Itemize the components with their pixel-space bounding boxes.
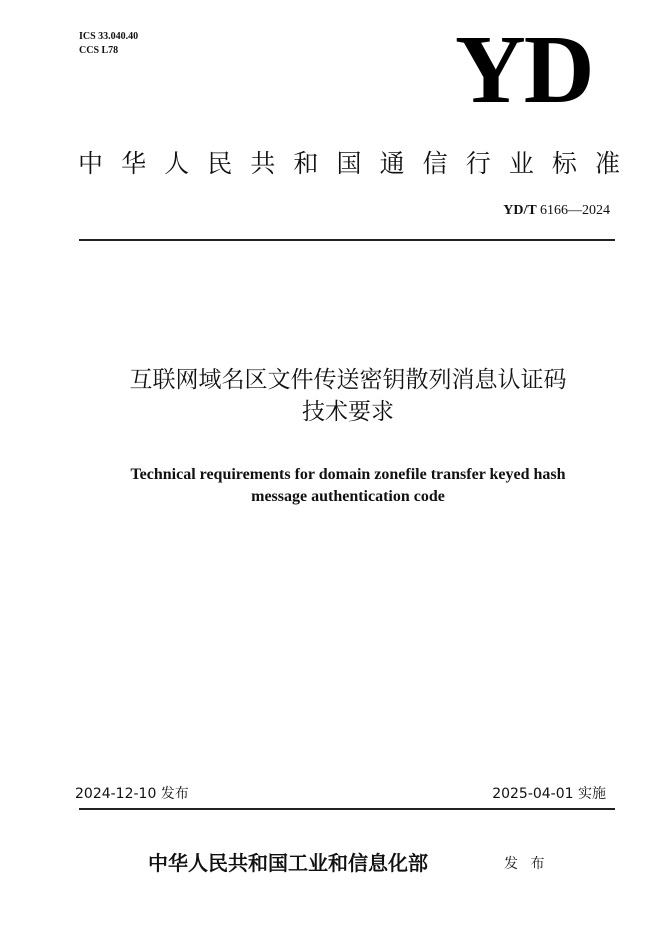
issue-date: 2024-12-10 发布	[75, 786, 189, 802]
standard-type-heading: 中华人民共和国通信行业标准	[78, 149, 626, 178]
chinese-title-line2: 技术要求	[302, 399, 394, 425]
chinese-title-line1: 互联网域名区文件传送密钥散列消息认证码	[129, 367, 567, 393]
chinese-title	[60, 364, 636, 428]
standard-number	[503, 202, 610, 220]
classification-codes	[79, 30, 138, 58]
yd-logo: YD	[455, 16, 593, 124]
english-title-line2: message authentication code	[251, 488, 445, 505]
standard-number-value: 6166—2024	[540, 203, 610, 218]
ics-code: ICS 33.040.40	[79, 31, 139, 42]
bottom-divider	[79, 808, 615, 810]
top-divider	[79, 239, 615, 241]
issuing-authority: 中华人民共和国工业和信息化部	[148, 851, 428, 875]
english-title-line1: Technical requirements for domain zonefile transfer keyed hash	[130, 466, 566, 483]
english-title	[60, 464, 636, 508]
publish-label: 发 布	[504, 856, 549, 872]
standard-code: YD/T	[503, 203, 537, 218]
ccs-code: CCS L78	[79, 45, 119, 56]
faint-watermark	[150, 902, 550, 916]
implementation-date: 2025-04-01 实施	[492, 786, 606, 802]
